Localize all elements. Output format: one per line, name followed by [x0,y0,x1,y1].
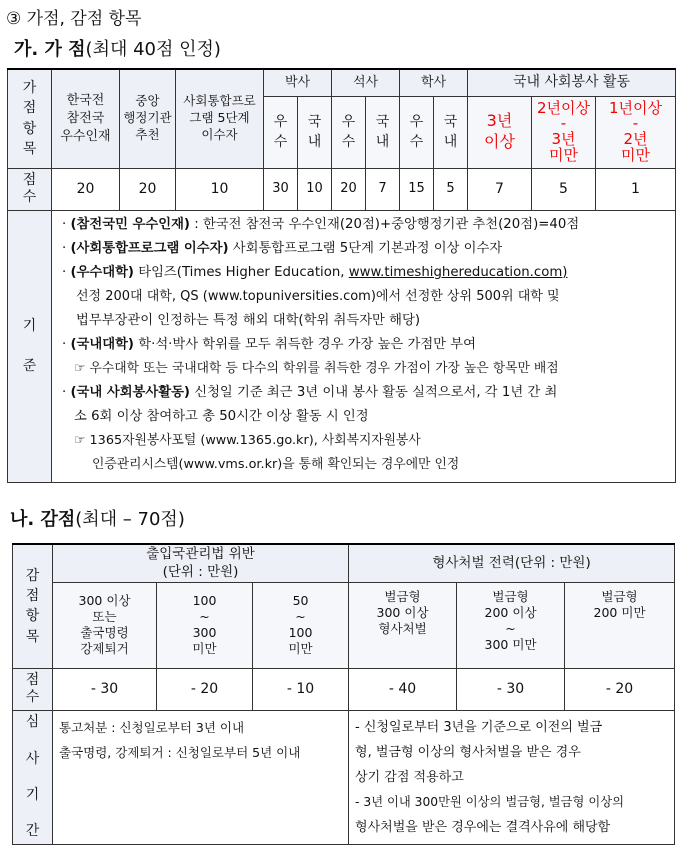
col-central-agency: 중앙 행정기관 추천 [120,69,176,168]
volunteer-3y: 3년 이상 [468,96,532,168]
immigration-review-period [53,710,349,844]
penalty-title [10,505,185,531]
score-cell: - 20 [157,668,253,710]
imm-50-100: 50 ~ 100 미만 [253,582,349,668]
imm-100-300: 100 ~ 300 미만 [157,582,253,668]
criteria-line: 법무부장관이 인정하는 특정 해외 대학(학위 취득자만 해당) [76,312,421,328]
criteria-note: ☞ 우수대학 또는 국내대학 등 다수의 학위를 취득한 경우 가점이 가장 높은 항목만 배점 [74,360,559,376]
score-cell: 5 [434,168,468,210]
score-cell: 15 [400,168,434,210]
bonus-table [7,68,676,483]
period-line: - 신청일로부터 3년을 기준으로 이전의 벌금 [355,719,603,735]
col-excellent-talent: 한국전 참전국 우수인재 [52,69,120,168]
period-line: - 3년 이내 300만원 이상의 벌금형, 벌금형 이상의 [355,794,624,809]
masters-excellent: 우 수 [332,96,366,168]
col-volunteer: 국내 사회봉사 활동 [468,69,676,96]
criteria-note: 인증관리시스템(www.vms.or.kr)을 통해 확인되는 경우에만 인정 [92,456,460,472]
bonus-items-label: 가 점 항 목 [8,69,52,168]
criteria-line: · (국내 사회봉사활동) 신청일 기준 최근 3년 이내 봉사 활동 실적으로서, 각 1년 간 최 [62,384,558,400]
bonus-criteria-label: 기 준 [8,210,52,482]
period-line: 형사처벌을 받은 경우에는 결격사유에 해당함 [355,819,611,835]
phd-excellent: 우 수 [264,96,298,168]
score-cell: 7 [366,168,400,210]
score-cell: - 40 [349,668,457,710]
volunteer-1y: 1년이상 - 2년 미만 [596,96,676,168]
criteria-line: · (참전국민 우수인재) : 한국전 참전국 우수인재(20점)+중앙행정기관 추천(20점)=40점 [62,216,580,232]
bachelor-domestic: 국 내 [434,96,468,168]
penalty-score-label: 점 수 [13,668,53,710]
bonus-title-prefix: 가. 가 점 [14,39,86,60]
criteria-line: 선정 200대 대학, QS (www.topuniversities.com)에서 선정한 상위 500위 대학 및 [76,288,560,304]
col-phd: 박사 [264,69,332,96]
criteria-line: · (국내대학) 학·석·박사 학위를 모두 취득한 경우 가장 높은 가점만 부여 [62,336,476,352]
criminal-review-period [349,710,675,844]
score-cell: 5 [532,168,596,210]
period-line: 형, 벌금형 이상의 형사처벌을 받은 경우 [355,744,581,760]
score-cell: 20 [332,168,366,210]
period-line: 출국명령, 강제퇴거 : 신청일로부터 5년 이내 [59,744,301,760]
score-cell: 20 [52,168,120,210]
bonus-title [14,35,221,61]
score-cell: 1 [596,168,676,210]
penalty-items-label: 감 점 항 목 [13,544,53,668]
crim-fine-300: 벌금형 300 이상 형사처벌 [349,582,457,668]
score-cell: 7 [468,168,532,210]
col-bachelor: 학사 [400,69,468,96]
penalty-title-prefix: 나. 감점 [10,509,76,530]
crim-fine-200: 벌금형 200 이상 ~ 300 미만 [457,582,565,668]
col-social-integration: 사회통합프로 그램 5단계 이수자 [176,69,264,168]
score-cell: 10 [298,168,332,210]
penalty-title-suffix: (최대 – 70점) [75,509,185,530]
volunteer-2y: 2년이상 - 3년 미만 [532,96,596,168]
period-line: 상기 감점 적용하고 [355,769,464,785]
period-line: 통고처분 : 신청일로부터 3년 이내 [59,719,245,735]
score-cell: 20 [120,168,176,210]
criteria-line: · (우수대학) 타임즈(Times Higher Education, www.timeshighereducation.com) [62,264,568,280]
col-masters: 석사 [332,69,400,96]
score-cell: - 10 [253,668,349,710]
penalty-table [12,543,675,845]
review-period-label: 심 사 기 간 [13,710,53,844]
criteria-line: · (사회통합프로그램 이수자) 사회통합프로그램 5단계 기본과정 이상 이수자 [62,240,503,256]
score-cell: - 30 [457,668,565,710]
criteria-note: ☞ 1365자원봉사포털 (www.1365.go.kr), 사회복지자원봉사 [74,432,421,448]
score-cell: 10 [176,168,264,210]
immigration-violation-header: 출입국관리법 위반 (단위 : 만원) [53,544,349,582]
crim-fine-under-200: 벌금형 200 미만 [565,582,675,668]
criteria-line: 소 6회 이상 참여하고 총 50시간 이상 활동 시 인정 [74,408,369,424]
times-link[interactable]: www.timeshighereducation.com) [348,264,568,280]
score-cell: - 30 [53,668,157,710]
phd-domestic: 국 내 [298,96,332,168]
imm-300-over: 300 이상 또는 출국명령 강제퇴거 [53,582,157,668]
bonus-title-suffix: (최대 40점 인정) [85,39,221,60]
section-title: ③ 가점, 감점 항목 [6,9,142,29]
score-cell: - 20 [565,668,675,710]
bonus-criteria [52,210,676,482]
criminal-record-header: 형사처벌 전력(단위 : 만원) [349,544,675,582]
bonus-score-label: 점 수 [8,168,52,210]
bachelor-excellent: 우 수 [400,96,434,168]
score-cell: 30 [264,168,298,210]
masters-domestic: 국 내 [366,96,400,168]
